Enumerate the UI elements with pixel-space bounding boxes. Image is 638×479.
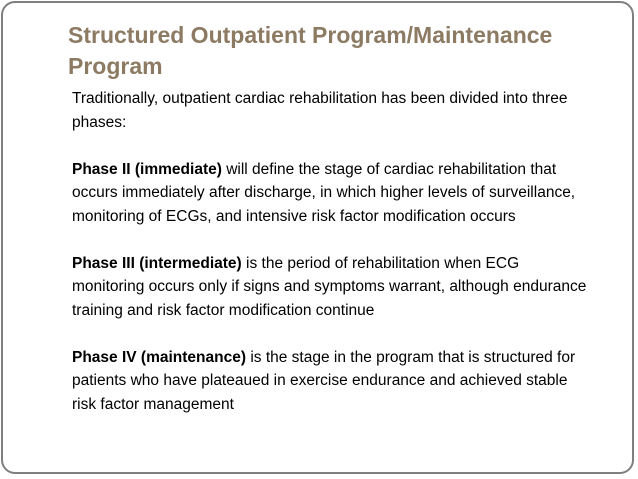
phase-paragraph-3 (72, 252, 592, 323)
slide-frame (1, 1, 634, 474)
phase-description: will define the stage of cardiac rehabilitation that occurs immediately after discharge, in which higher levels of surveillance, monitoring of ECGs, and intensive risk factor modification occurs (72, 160, 576, 225)
phase-name: Phase IV (maintenance) (72, 348, 247, 366)
slide-body (72, 87, 592, 440)
intro-paragraph: Traditionally, outpatient cardiac rehabilitation has been divided into three phases: (72, 90, 568, 131)
phase-name: Phase III (intermediate) (72, 254, 242, 272)
phase-name: Phase II (immediate) (72, 160, 222, 178)
phase-paragraph-2 (72, 158, 592, 229)
phase-description: is the stage in the program that is structured for patients who have plateaued in exercise endurance and achieved stable risk factor management (72, 348, 576, 413)
phase-paragraph-4 (72, 346, 592, 417)
phase-description: is the period of rehabilitation when ECG monitoring occurs only if signs and symptoms warrant, although endurance training and risk factor modification continue (72, 254, 587, 319)
slide-title: Structured Outpatient Program/Maintenance Program (68, 22, 553, 79)
